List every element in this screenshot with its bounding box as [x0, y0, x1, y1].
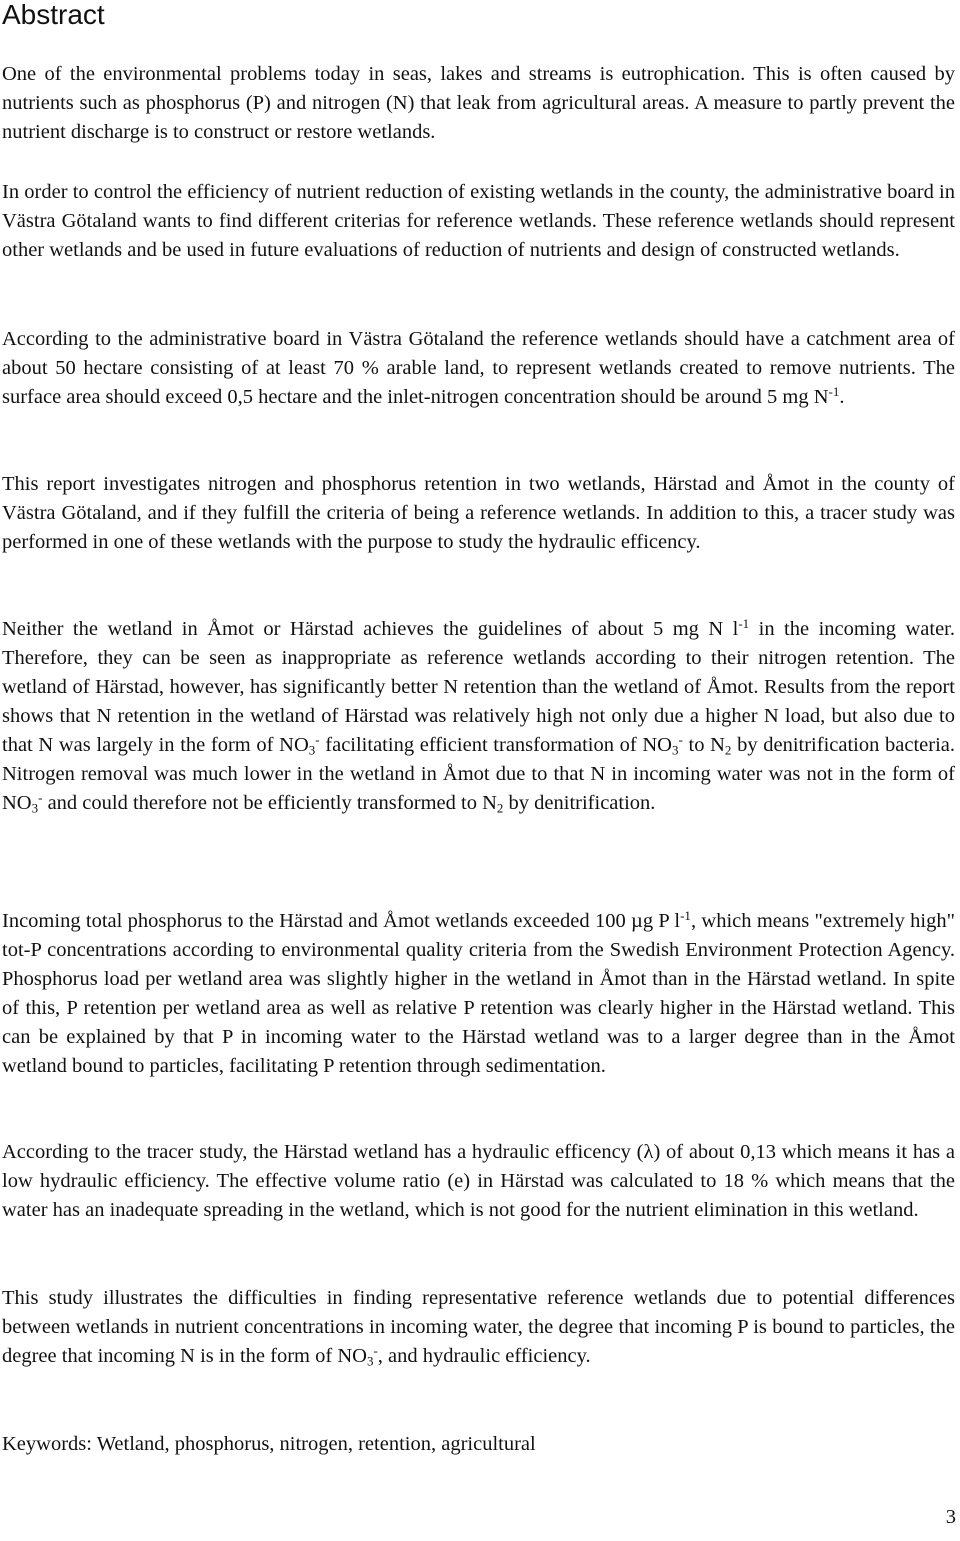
paragraph-text: This study illustrates the difficulties in finding representative reference wetlands due to potential differences between wetlands in nutrient concentrations in incoming water, the degree that incoming P is bound to particles, the degree that incoming N is in the form of NO [2, 1287, 955, 1367]
subscript: 2 [496, 800, 504, 816]
paragraph-text: , and hydraulic efficiency. [377, 1345, 591, 1367]
abstract-paragraph-4: This report investigates nitrogen and phosphorus retention in two wetlands, Härstad and Åmot in the county of Västra Götaland, and if they fulfill the criteria of being a reference wetlands. In addition to this, a tracer study was performed in one of these wetlands with the purpose to study the hydraulic efficency. [2, 473, 955, 553]
abstract-paragraph-7: According to the tracer study, the Härstad wetland has a hydraulic efficency (λ) of about 0,13 which means it has a low hydraulic efficiency. The effective volume ratio (e) in Härstad was calculated to 18 % which means that the water has an inadequate spreading in the wetland, which is not good for the nutrient elimination in this wetland. [2, 1141, 955, 1221]
abstract-paragraph-8 [2, 1284, 955, 1371]
paragraph-text: to N [682, 734, 725, 756]
abstract-paragraph-2: In order to control the efficiency of nutrient reduction of existing wetlands in the county, the administrative board in Västra Götaland wants to find different criterias for reference wetlands. These reference wetlands should represent other wetlands and be used in future evaluations of reduction of nutrients and design of constructed wetlands. [2, 181, 955, 261]
paragraph-text: . [839, 386, 845, 408]
paragraph-text: by denitrification. [503, 792, 656, 814]
superscript: - [678, 731, 683, 747]
paragraph-text: Incoming total phosphorus to the Härstad and Åmot wetlands exceeded 100 µg P l [2, 910, 681, 932]
subscript: 3 [672, 742, 679, 758]
paragraph-text: and could therefore not be efficiently transformed to N [42, 792, 497, 814]
superscript: - [38, 789, 43, 805]
page-number: 3 [945, 1506, 956, 1528]
paragraph-text: facilitating efficient transformation of NO [319, 734, 672, 756]
superscript: - [315, 731, 320, 747]
paragraph-text: by denitrification bacteria. Nitrogen removal was much lower in the wetland in Åmot due to that N in incoming water was not in the form of NO [2, 734, 956, 814]
subscript: 2 [724, 742, 732, 758]
superscript: - [373, 1342, 378, 1358]
keywords-line: Keywords: Wetland, phosphorus, nitrogen, retention, agricultural [2, 1433, 536, 1455]
subscript: 3 [31, 800, 39, 816]
paragraph-text: According to the administrative board in Västra Götaland the reference wetlands should have a catchment area of about 50 hectare consisting of at least 70 % arable land, to represent wetlands created to remove nutrients. The surface area should exceed 0,5 hectare and the inlet-nitrogen concentration should be around 5 mg N [2, 328, 955, 408]
superscript: -1 [738, 615, 750, 631]
subscript: 3 [366, 1353, 374, 1369]
subscript: 3 [308, 742, 316, 758]
superscript: -1 [680, 907, 691, 923]
section-heading: Abstract [2, 0, 105, 30]
paragraph-text: Neither the wetland in Åmot or Härstad achieves the guidelines of about 5 mg N l [2, 618, 739, 640]
abstract-paragraph-1: One of the environmental problems today in seas, lakes and streams is eutrophication. This is often caused by nutrients such as phosphorus (P) and nitrogen (N) that leak from agricultural areas. A measure to partly prevent the nutrient discharge is to construct or restore wetlands. [2, 63, 955, 143]
paragraph-text: in the incoming water. Therefore, they can be seen as inappropriate as reference wetlands according to their nitrogen retention. The wetland of Härstad, however, has significantly better N retention than the wetland of Åmot. Results from the report shows that N retention in the wetland of Härstad was relatively high not only due a higher N load, but also due to that N was largely in the form of NO [2, 618, 955, 756]
abstract-paragraph-3 [2, 325, 955, 412]
abstract-paragraph-6 [2, 907, 955, 1081]
superscript: -1 [828, 383, 840, 399]
abstract-paragraph-5 [2, 615, 955, 818]
paragraph-text: , which means "extremely high" tot-P concentrations according to environmental quality criteria from the Swedish Environment Protection Agency. Phosphorus load per wetland area was slightly higher in the wetland in Åmot than in the Härstad wetland. In spite of this, P retention per wetland area as well as relative P retention was clearly higher in the Härstad wetland. This can be explained by that P in incoming water to the Härstad wetland was to a larger degree than in the Åmot wetland bound to particles, facilitating P retention through sedimentation. [2, 910, 955, 1077]
